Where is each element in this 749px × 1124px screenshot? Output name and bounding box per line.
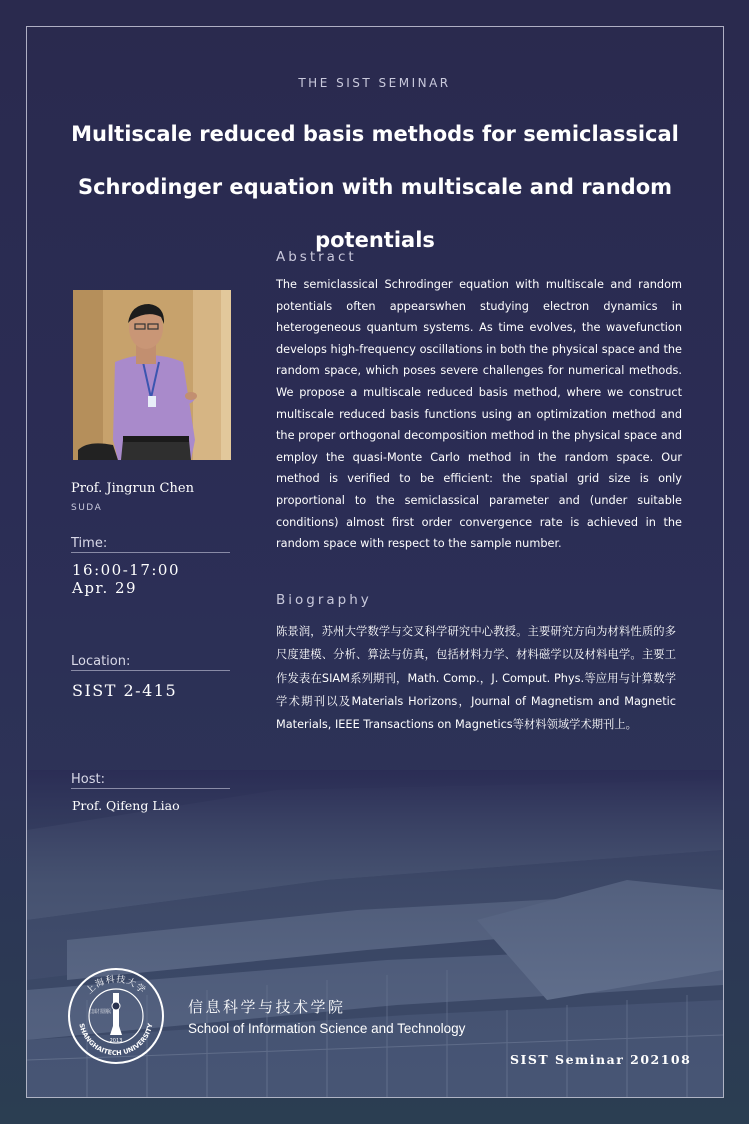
logo-year: 2013 [109,1038,123,1044]
time-date: Apr. 29 [72,579,138,597]
abstract-text: The semiclassical Schrodinger equation with multiscale and random potentials often appearswhen studying electron dynamics in heterogeneous quantum systems. As time evolves, the wavefunction develops high-frequency oscillations in both the physical space and the random space, which poses severe challenges for numerical methods. We propose a multiscale reduced basis method, where we construct multiscale reduced basis functions using an optimization method and the proper orthogonal decomposition method in the physical space and employ the quasi-Monte Carlo method in the random space. Our method is verified to be efficient: the spatial grid size is only proportional to the semiclassical parameter and (under suitable conditions) almost first order convergence rate is achieved in the random space with respect to the sample number. [276,278,682,551]
school-name-chinese: 信息科学与技术学院 [188,998,346,1016]
speaker-photo [73,290,231,460]
speaker-affiliation: SUDA [71,503,103,513]
speaker-name: Prof. Jingrun Chen [71,481,194,496]
talk-title: Multiscale reduced basis methods for semiclassical Schrodinger equation with multiscale and random potentials [71,122,679,252]
seminar-code: SIST Seminar 202108 [510,1052,692,1067]
time-label: Time: [71,536,230,553]
abstract-heading: Abstract [276,249,357,265]
logo-bottom-text: SHANGHAITECH UNIVERSITY [77,1022,155,1058]
host-value: Prof. Qifeng Liao [72,798,180,813]
host-label: Host: [71,772,230,789]
biography-heading: Biography [276,592,372,608]
logo-top-text: 上海科技大学 [84,974,148,997]
university-logo [66,966,166,1066]
biography-text: 陈景润，苏州大学数学与交叉科学研究中心教授。主要研究方向为材料性质的多尺度建模、分析、算法与仿真，包括材料力学、材料磁学以及材料电学。主要工作发表在SIAM系列期刊，Math. Comp.，J. Comput. Phys.等应用与计算数学学术期刊以及Materials Horizons，Journal of Magnetism and Magnetic Materials, IEEE Transactions on Magnetics等材料领域学术期刊上。 [276,625,676,732]
location-label: Location: [71,654,230,671]
logo-motto: 立志成才 报国裕民 [89,1009,131,1015]
time-value [72,561,180,597]
seminar-series-label: THE SIST SEMINAR [298,76,451,90]
school-name-english: School of Information Science and Technology [188,1021,466,1036]
location-value: SIST 2-415 [72,681,178,700]
time-hours: 16:00-17:00 [72,561,181,579]
